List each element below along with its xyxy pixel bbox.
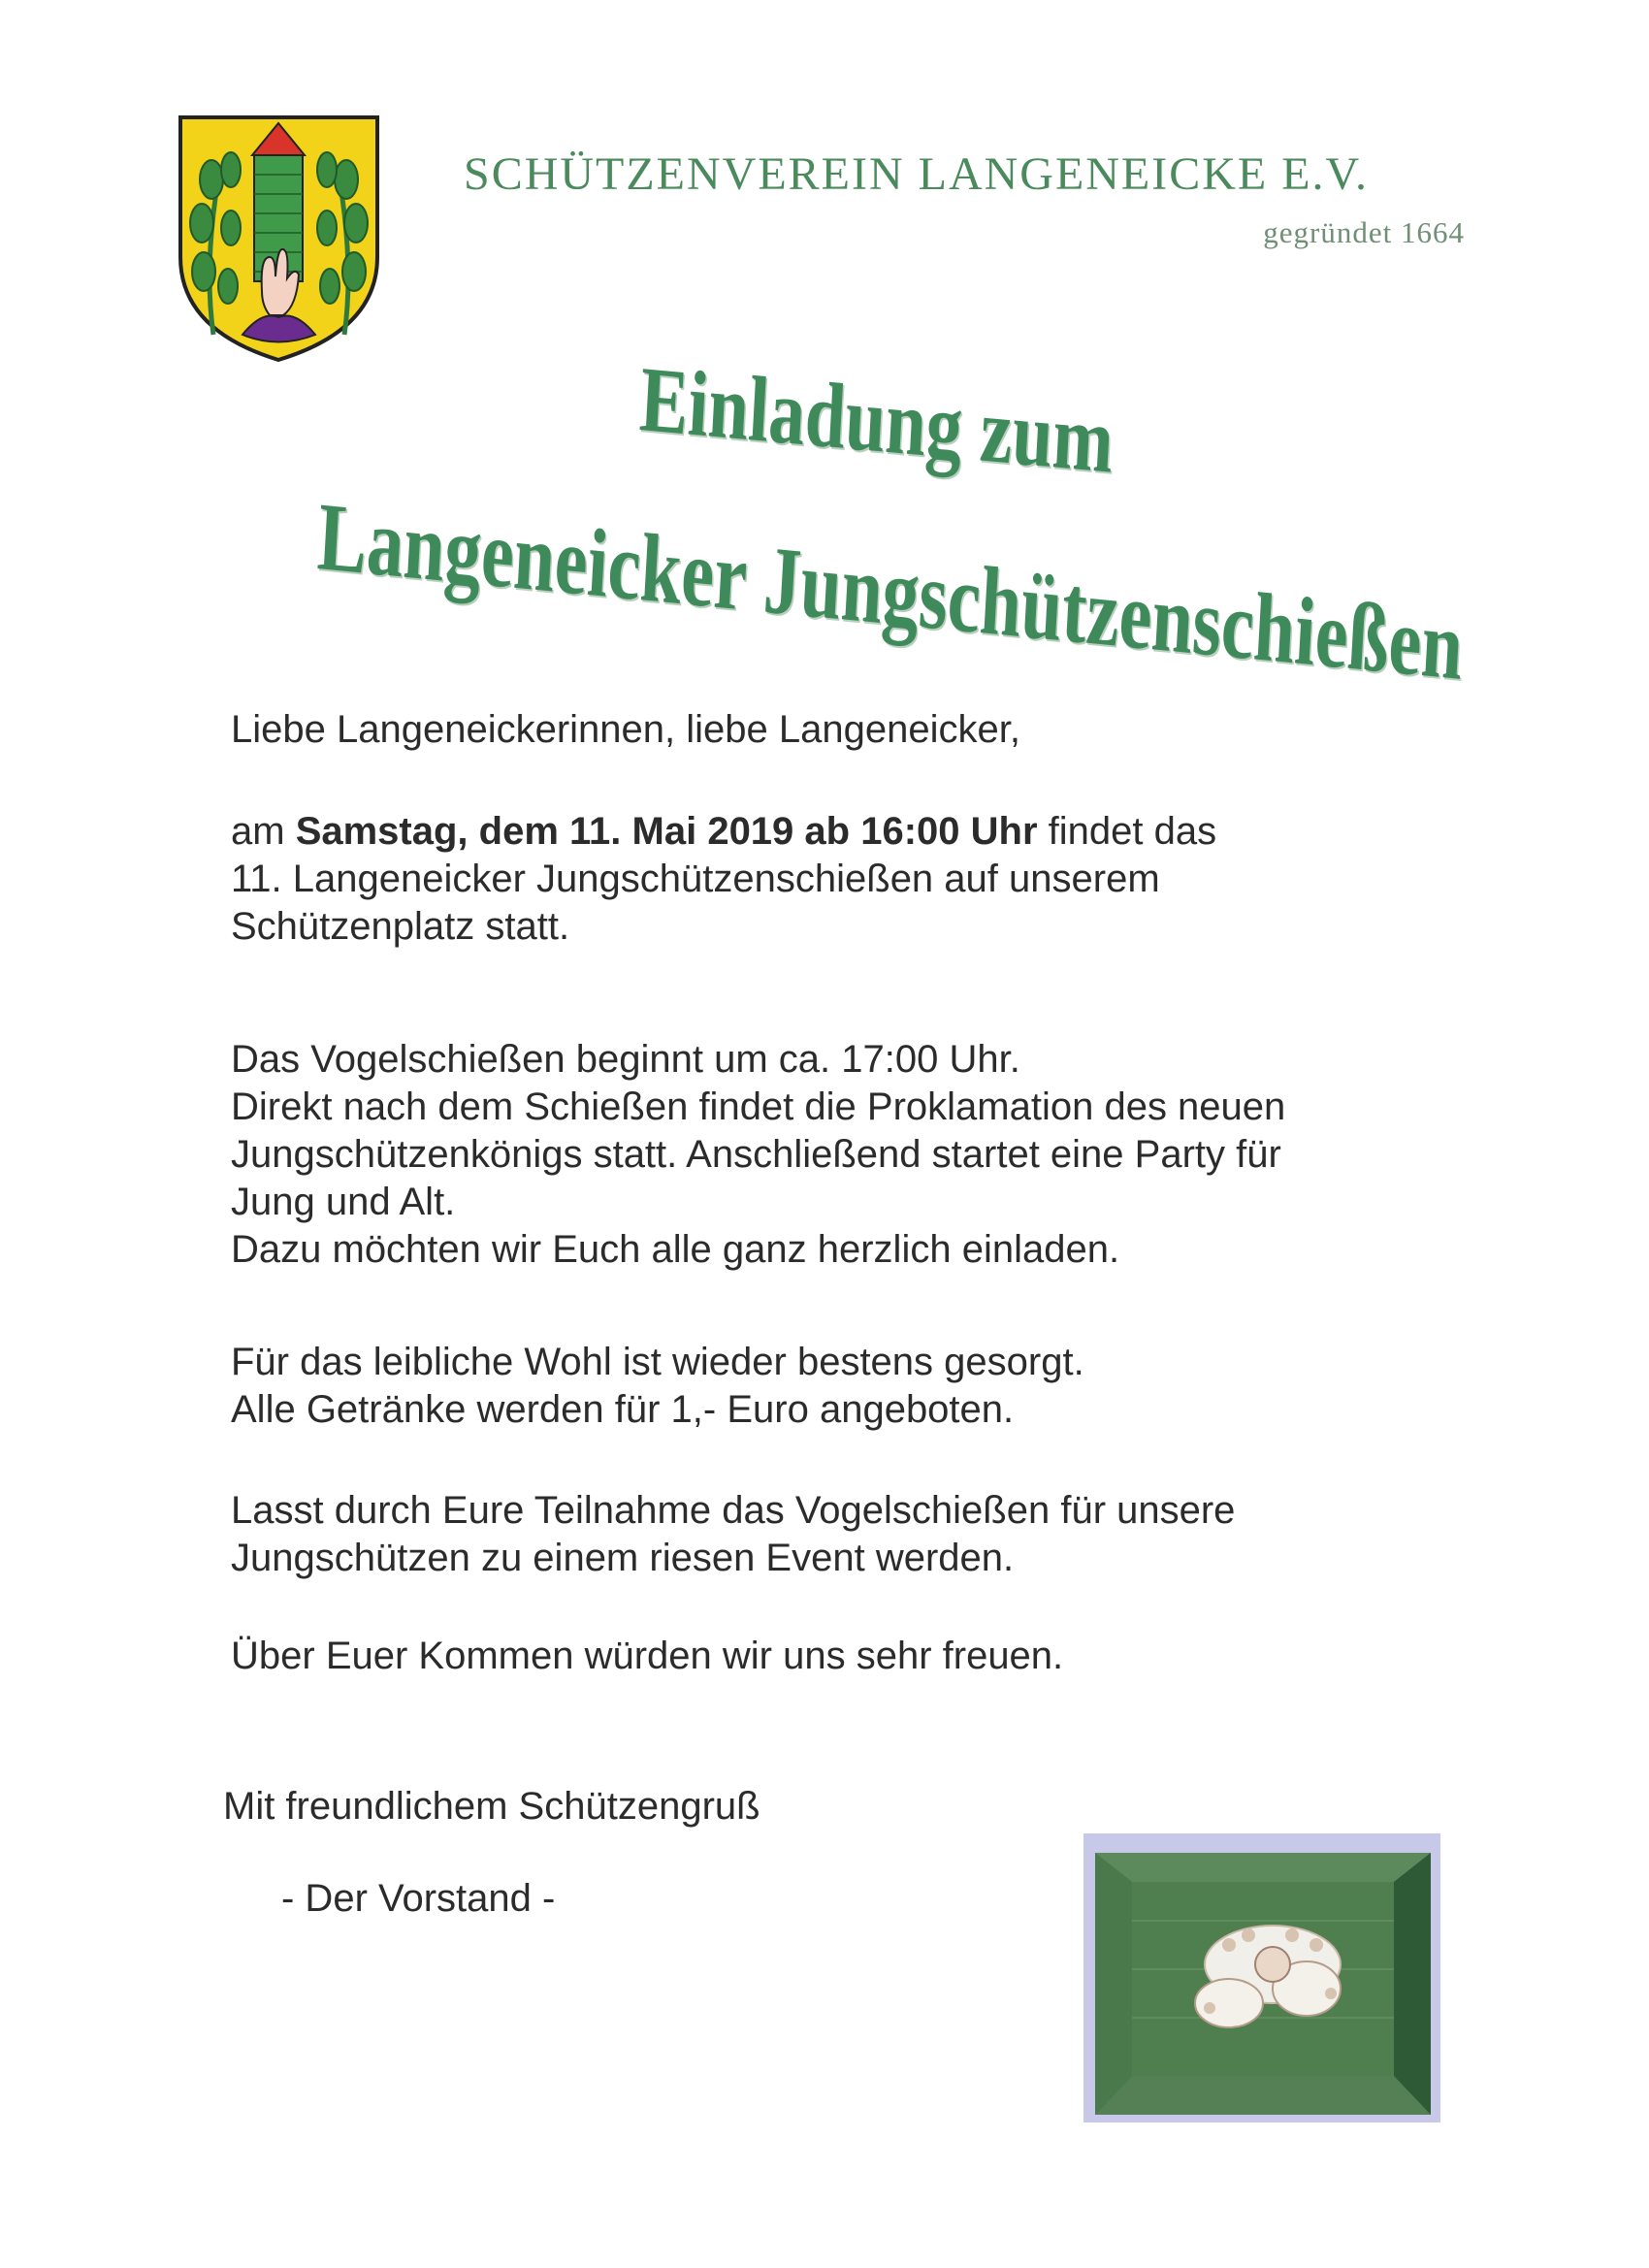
- paragraph-catering: [231, 1339, 1084, 1434]
- paragraph-line: 11. Langeneicker Jungschützenschießen auf unserem: [231, 858, 1160, 900]
- paragraph-line: Für das leibliche Wohl ist wieder bestens gesorgt.: [231, 1341, 1084, 1383]
- paragraph-line: Jungschützen zu einem riesen Event werden.: [231, 1537, 1015, 1579]
- club-name: SCHÜTZENVEREIN LANGENEICKE E.V.: [464, 148, 1370, 200]
- paragraph-event-date: [231, 808, 1216, 951]
- paragraph-participation: [231, 1487, 1235, 1582]
- salutation: Mit freundlichem Schützengruß: [223, 1785, 760, 1828]
- paragraph-line: Schützenplatz statt.: [231, 905, 570, 948]
- paragraph-program: [231, 1036, 1285, 1274]
- event-date-line: am Samstag, dem 11. Mai 2019 ab 16:00 Uhr findet das: [231, 810, 1217, 853]
- event-date: Samstag, dem 11. Mai 2019 ab 16:00 Uhr: [295, 810, 1038, 853]
- title-line-1: Einladung zum: [637, 346, 1116, 493]
- paragraph-line: Dazu möchten wir Euch alle ganz herzlich einladen.: [231, 1228, 1120, 1271]
- greeting: Liebe Langeneickerinnen, liebe Langeneicker,: [231, 708, 1020, 751]
- invitation-title: [310, 335, 1494, 700]
- paragraph-line: Lasst durch Eure Teilnahme das Vogelschießen für unsere: [231, 1489, 1236, 1532]
- title-line-2: Langeneicker Jungschützenschießen: [314, 482, 1466, 700]
- bird-photo: [1083, 1833, 1440, 2122]
- coat-of-arms-icon: [175, 112, 383, 364]
- paragraph-line: Das Vogelschießen beginnt um ca. 17:00 Uhr.: [231, 1038, 1020, 1081]
- paragraph-line: Jungschützenkönigs statt. Anschließend startet eine Party für: [231, 1133, 1281, 1176]
- paragraph-line: Alle Getränke werden für 1,- Euro angeboten.: [231, 1388, 1015, 1431]
- founded-year: gegründet 1664: [1263, 215, 1465, 249]
- signature: - Der Vorstand -: [281, 1877, 556, 1920]
- paragraph-closing: Über Euer Kommen würden wir uns sehr freuen.: [231, 1635, 1064, 1677]
- paragraph-line: Direkt nach dem Schießen findet die Proklamation des neuen: [231, 1085, 1286, 1128]
- paragraph-line: Jung und Alt.: [231, 1181, 456, 1223]
